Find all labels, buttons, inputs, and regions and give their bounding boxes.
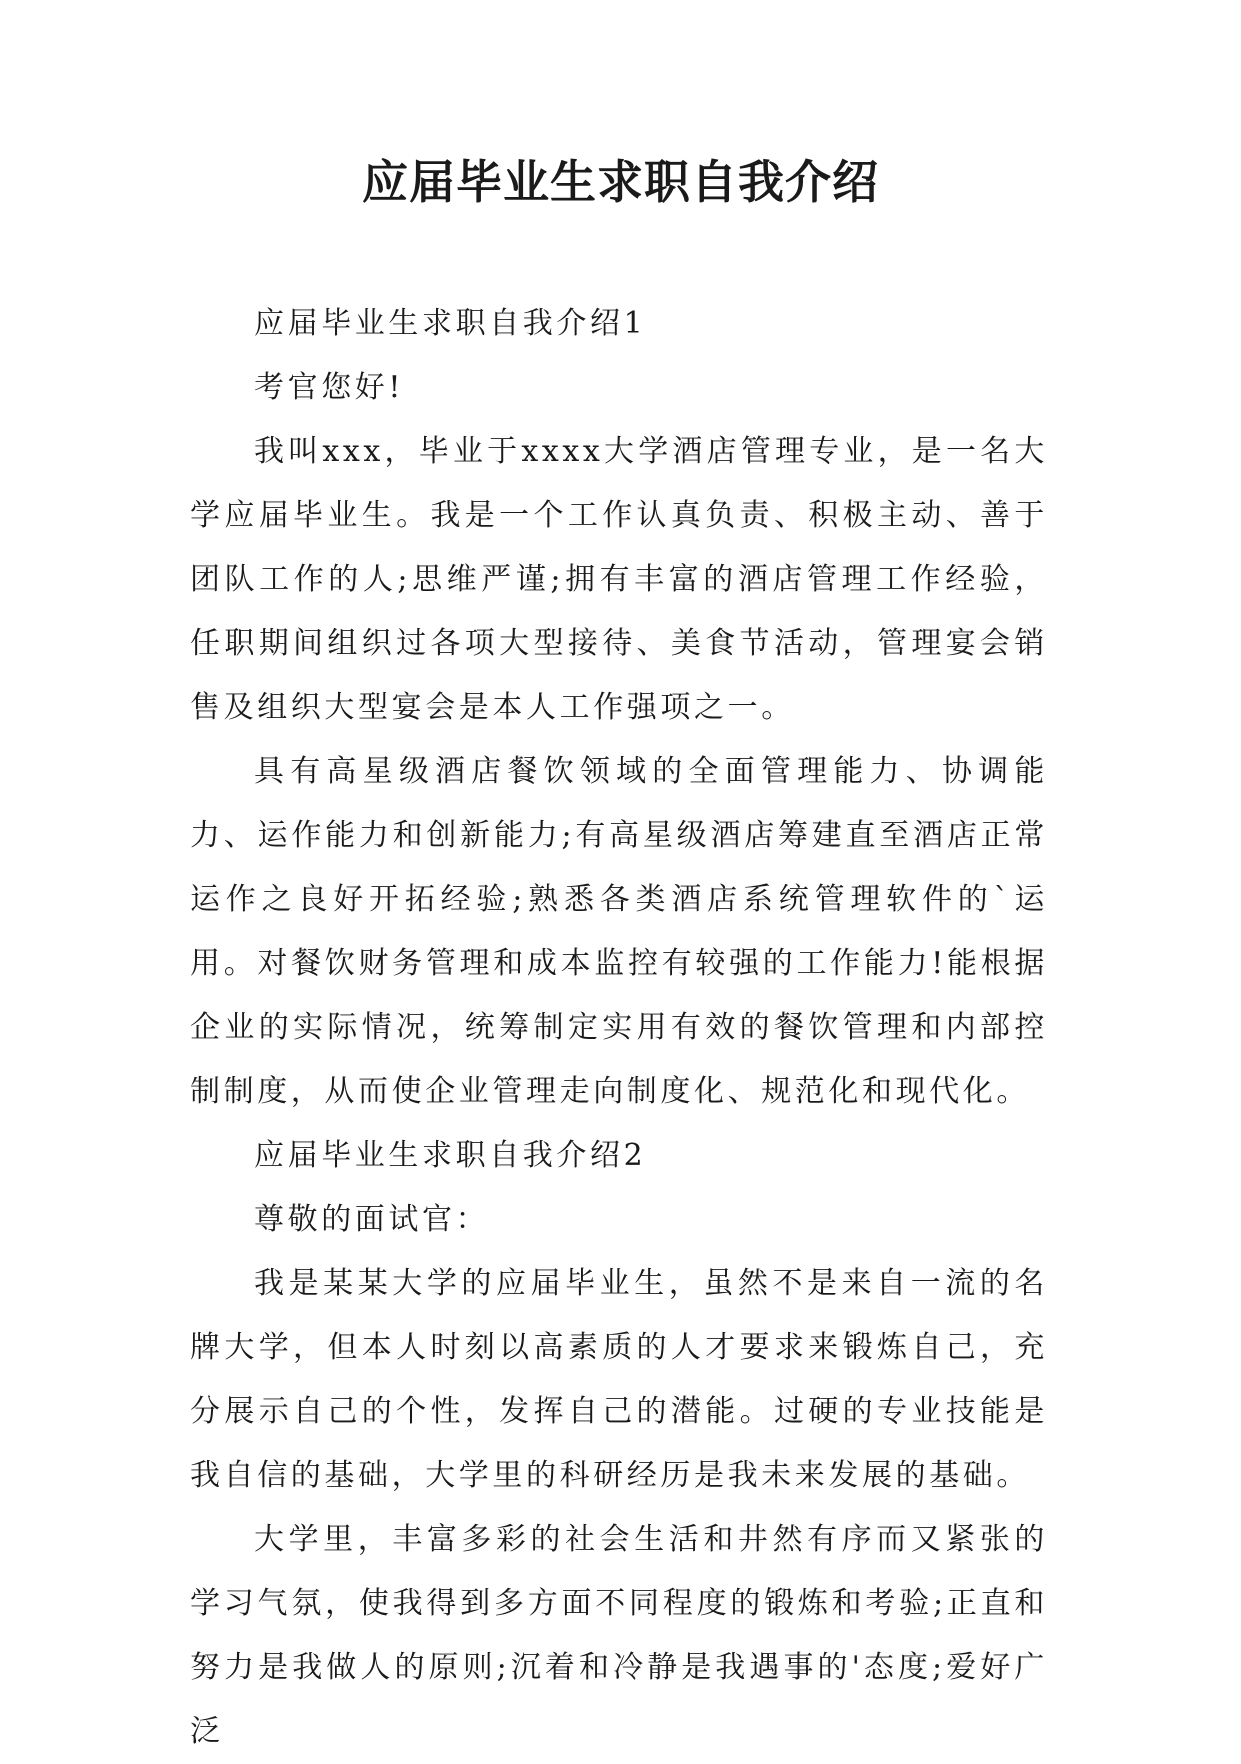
section-heading-1: 应届毕业生求职自我介绍1 [254, 306, 647, 341]
section-2-paragraph-2: 大学里，丰富多彩的社会生活和井然有序而又紧张的学习气氛，使我得到多方面不同程度的锻炼和考验;正直和努力是我做人的原则;沉着和冷静是我遇事的'态度;爱好广泛 [190, 1522, 1048, 1749]
section-greeting-2: 尊敬的面试官： [254, 1202, 490, 1237]
section-2-paragraph-1: 我是某某大学的应届毕业生，虽然不是来自一流的名牌大学，但本人时刻以高素质的人才要求来锻炼自己，充分展示自己的个性，发挥自己的潜能。过硬的专业技能是我自信的基础，大学里的科研经历是我未来发展的基础。 [190, 1266, 1048, 1493]
section-greeting-1: 考官您好! [254, 370, 405, 405]
section-1-paragraph-2: 具有高星级酒店餐饮领域的全面管理能力、协调能力、运作能力和创新能力;有高星级酒店筹建直至酒店正常运作之良好开拓经验;熟悉各类酒店系统管理软件的`运用。对餐饮财务管理和成本监控有较强的工作能力!能根据企业的实际情况，统筹制定实用有效的餐饮管理和内部控制制度，从而使企业管理走向制度化、规范化和现代化。 [190, 754, 1048, 1109]
section-1-paragraph-1: 我叫xxx，毕业于xxxx大学酒店管理专业，是一名大学应届毕业生。我是一个工作认真负责、积极主动、善于团队工作的人;思维严谨;拥有丰富的酒店管理工作经验，任职期间组织过各项大型接待、美食节活动，管理宴会销售及组织大型宴会是本人工作强项之一。 [190, 434, 1048, 725]
document-title: 应届毕业生求职自我介绍 [362, 155, 879, 209]
document-body [190, 292, 1048, 1764]
section-heading-2: 应届毕业生求职自我介绍2 [254, 1138, 647, 1173]
